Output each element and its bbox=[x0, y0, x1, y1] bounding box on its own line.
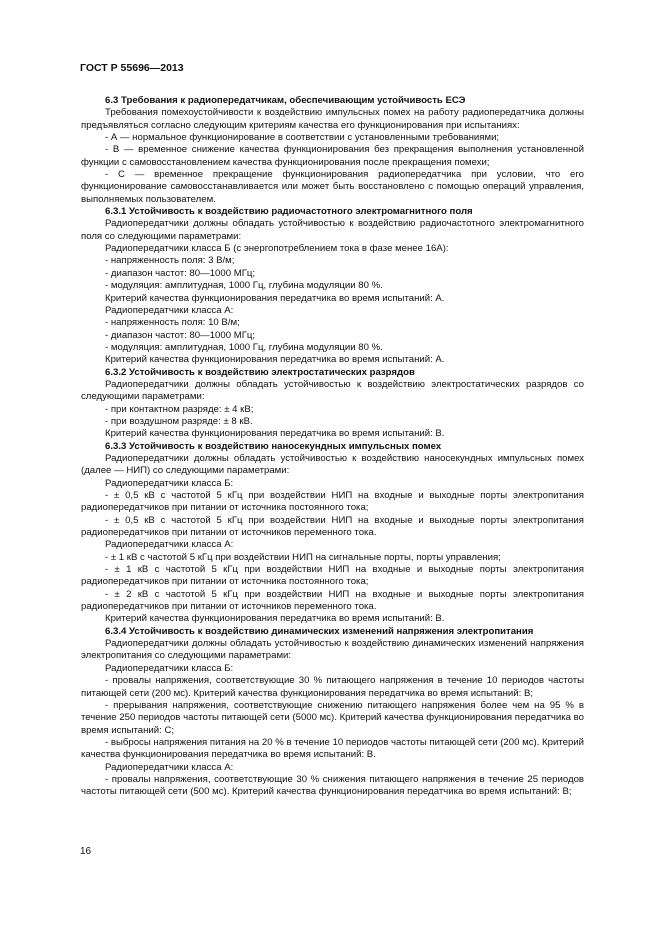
paragraph: - напряженность поля: 3 В/м; bbox=[105, 255, 235, 267]
paragraph: Радиопередатчики класса А: bbox=[105, 761, 234, 773]
paragraph: Критерий качества функционирования передатчика во время испытаний: В. bbox=[105, 428, 445, 440]
paragraph: - В — временное снижение качества функционирования без прекращения выполнения установленной функции с самовосстановлением качества функционирования после прекращения помехи; bbox=[81, 144, 584, 168]
paragraph: - ± 1 кВ с частотой 5 кГц при воздействии НИП на сигнальные порты, порты управления; bbox=[105, 551, 501, 563]
paragraph: - диапазон частот: 80—1000 МГц; bbox=[105, 329, 256, 341]
paragraph: Радиопередатчики должны обладать устойчивостью к воздействию наносекундных импульсных помех (далее — НИП) со следующими параметрами: bbox=[81, 452, 584, 477]
paragraph: Радиопередатчики должны обладать устойчивостью к воздействию электростатических разрядов со следующими параметрами: bbox=[81, 378, 584, 403]
paragraph: - при воздушном разряде: ± 8 кВ. bbox=[105, 415, 253, 427]
paragraph: - выбросы напряжения питания на 20 % в течение 10 периодов частоты питающей сети (200 мс). Критерий качества функционирования передатчика во время испытаний: В. bbox=[81, 736, 584, 761]
section-heading: 6.3.1 Устойчивость к воздействию радиочастотного электромагнитного поля bbox=[105, 206, 473, 218]
paragraph: Радиопередатчики класса Б: bbox=[105, 477, 234, 489]
paragraph: Критерий качества функционирования передатчика во время испытаний: В. bbox=[105, 613, 445, 625]
paragraph: Критерий качества функционирования передатчика во время испытаний: А. bbox=[105, 354, 445, 366]
paragraph: - ± 2 кВ с частотой 5 кГц при воздействии НИП на входные и выходные порты электропитания радиопередатчиков при питании от источников переменного тока. bbox=[81, 588, 584, 613]
paragraph: Радиопередатчики класса А: bbox=[105, 539, 234, 551]
page-number: 16 bbox=[80, 846, 92, 857]
section-heading: 6.3.4 Устойчивость к воздействию динамических изменений напряжения электропитания bbox=[105, 625, 534, 637]
paragraph: Требования помехоустойчивости к воздействию импульсных помех на работу радиопередатчика должны предъявляться согласно следующим критериям качества его функционирования при испытаниях: bbox=[81, 107, 584, 131]
document-header: ГОСТ Р 55696—2013 bbox=[80, 62, 184, 74]
paragraph: Радиопередатчики должны обладать устойчивостью к воздействию радиочастотного электромагнитного поля со следующими параметрами: bbox=[81, 218, 584, 242]
paragraph: - провалы напряжения, соответствующие 30 % питающего напряжения в течение 10 периодов частоты питающей сети (200 мс). Критерий качества функционирования передатчика во время испытаний: В; bbox=[81, 675, 584, 699]
paragraph: - С — временное прекращение функционирования радиопередатчика при условии, что его функционирование самовосстанавливается или может быть восстановлено с помощью операций управления, выполняемых пользователем. bbox=[81, 169, 584, 205]
paragraph: - прерывания напряжения, соответствующие снижению питающего напряжения более чем на 95 % в течение 250 периодов частоты питающей сети (5000 мс). Критерий качества функционирования передатчика во время испытаний: С; bbox=[81, 699, 584, 736]
paragraph: Радиопередатчики должны обладать устойчивостью к воздействию динамических изменений напряжения электропитания со следующими параметрами: bbox=[81, 638, 584, 662]
section-heading: 6.3 Требования к радиопередатчикам, обеспечивающим устойчивость ЕСЭ bbox=[105, 95, 466, 106]
section-heading: 6.3.3 Устойчивость к воздействию наносекундных импульсных помех bbox=[105, 440, 442, 452]
section-heading: 6.3.2 Устойчивость к воздействию электростатических разрядов bbox=[105, 366, 415, 378]
paragraph: - ± 0,5 кВ с частотой 5 кГц при воздействии НИП на входные и выходные порты электропитания радиопередатчиков при питании от источников переменного тока. bbox=[81, 514, 584, 539]
paragraph: - диапазон частот: 80—1000 МГц; bbox=[105, 267, 256, 279]
paragraph: - модуляция: амплитудная, 1000 Гц, глубина модуляции 80 %. bbox=[105, 341, 383, 353]
paragraph: - модуляция: амплитудная, 1000 Гц, глубина модуляции 80 %. bbox=[105, 280, 383, 292]
paragraph: - ± 0,5 кВ с частотой 5 кГц при воздействии НИП на входные и выходные порты электропитания радиопередатчиков при питании от источника постоянного тока; bbox=[81, 490, 584, 514]
paragraph: - провалы напряжения, соответствующие 30 % снижения питающего напряжения в течение 25 периодов частоты питающей сети (500 мс). Критерий качества функционирования передатчика во время испытаний: В; bbox=[81, 773, 584, 798]
paragraph: - при контактном разряде: ± 4 кВ; bbox=[105, 403, 254, 415]
paragraph: - напряженность поля: 10 В/м; bbox=[105, 317, 240, 329]
paragraph: - А — нормальное функционирование в соответствии с установленными требованиями; bbox=[105, 132, 500, 144]
paragraph: Радиопередатчики класса А: bbox=[105, 304, 234, 316]
paragraph: Радиопередатчики класса Б (с энергопотреблением тока в фазе менее 16А): bbox=[105, 243, 449, 255]
paragraph: Радиопередатчики класса Б: bbox=[105, 662, 234, 674]
document-body bbox=[81, 95, 584, 799]
paragraph: - ± 1 кВ с частотой 5 кГц при воздействии НИП на входные и выходные порты электропитания радиопередатчиков при питании от источника постоянного тока; bbox=[81, 564, 584, 588]
paragraph: Критерий качества функционирования передатчика во время испытаний: А. bbox=[105, 292, 445, 304]
